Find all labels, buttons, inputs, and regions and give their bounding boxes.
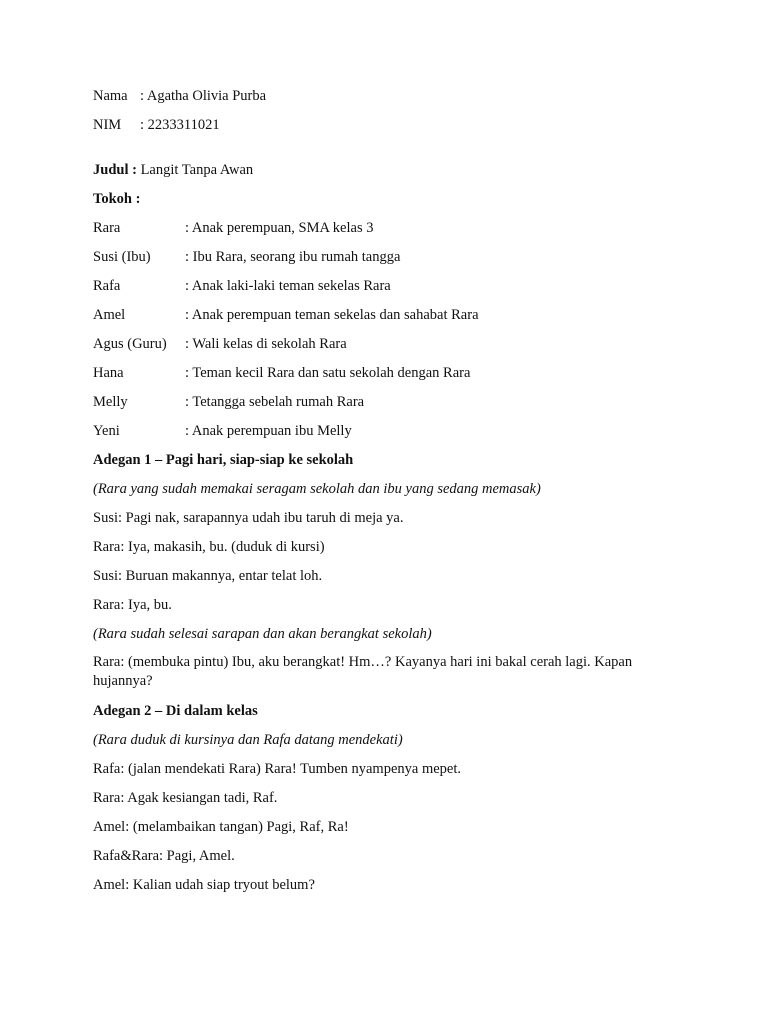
character-name: Rara [93, 220, 121, 236]
scene2-heading: Adegan 2 – Di dalam kelas [93, 703, 258, 719]
nim-row [93, 115, 693, 144]
character-name: Rafa [93, 278, 121, 294]
character-row [93, 276, 693, 305]
character-name: Amel [93, 307, 126, 323]
character-row [93, 421, 693, 450]
dialogue-line: hujannya? [93, 673, 153, 689]
character-desc: : Anak perempuan, SMA kelas 3 [185, 220, 374, 236]
character-row [93, 334, 693, 363]
character-row [93, 218, 693, 247]
dialogue-line: Rara: Agak kesiangan tadi, Raf. [93, 790, 278, 806]
dialogue-line: Amel: Kalian udah siap tryout belum? [93, 877, 315, 893]
dialogue-line: Amel: (melambaikan tangan) Pagi, Raf, Ra! [93, 819, 349, 835]
dialogue-line: Rafa: (jalan mendekati Rara) Rara! Tumben nyampenya mepet. [93, 761, 462, 777]
character-row [93, 363, 693, 392]
character-desc: : Anak perempuan teman sekelas dan sahabat Rara [185, 307, 479, 323]
judul-row [93, 160, 693, 189]
nim-value: : 2233311021 [140, 117, 220, 133]
judul-label: Judul [93, 162, 129, 178]
stage-direction: (Rara yang sudah memakai seragam sekolah dan ibu yang sedang memasak) [93, 481, 541, 497]
dialogue-line: Rafa&Rara: Pagi, Amel. [93, 848, 235, 864]
dialogue-line: Rara: Iya, bu. [93, 597, 172, 613]
judul-value: Langit Tanpa Awan [136, 162, 254, 178]
nim-label: NIM [93, 117, 122, 133]
character-desc: : Ibu Rara, seorang ibu rumah tangga [185, 249, 401, 265]
judul-colon: : [128, 162, 137, 178]
nama-value: : Agatha Olivia Purba [140, 88, 267, 104]
character-name: Hana [93, 365, 124, 381]
tokoh-heading: Tokoh : [93, 191, 141, 207]
dialogue-line: Susi: Pagi nak, sarapannya udah ibu taruh di meja ya. [93, 510, 404, 526]
character-desc: : Tetangga sebelah rumah Rara [185, 394, 365, 410]
character-row [93, 305, 693, 334]
dialogue-line: Rara: (membuka pintu) Ibu, aku berangkat! Hm…? Kayanya hari ini bakal cerah lagi. Kapan [93, 654, 633, 670]
dialogue-line: Rara: Iya, makasih, bu. (duduk di kursi) [93, 539, 325, 555]
character-desc: : Teman kecil Rara dan satu sekolah dengan Rara [185, 365, 471, 381]
spacer [93, 144, 693, 160]
character-name: Yeni [93, 423, 120, 439]
character-desc: : Anak perempuan ibu Melly [185, 423, 352, 439]
nama-label: Nama [93, 88, 128, 104]
character-name: Agus (Guru) [93, 336, 167, 352]
dialogue-paragraph [93, 653, 693, 691]
character-desc: : Anak laki-laki teman sekelas Rara [185, 278, 391, 294]
character-row [93, 247, 693, 276]
character-desc: : Wali kelas di sekolah Rara [185, 336, 347, 352]
document-page [93, 86, 693, 904]
character-name: Melly [93, 394, 128, 410]
scene1-heading: Adegan 1 – Pagi hari, siap-siap ke sekolah [93, 452, 354, 468]
stage-direction: (Rara sudah selesai sarapan dan akan berangkat sekolah) [93, 626, 432, 642]
character-row [93, 392, 693, 421]
nama-row [93, 86, 693, 115]
stage-direction: (Rara duduk di kursinya dan Rafa datang mendekati) [93, 732, 403, 748]
dialogue-line: Susi: Buruan makannya, entar telat loh. [93, 568, 323, 584]
character-name: Susi (Ibu) [93, 249, 151, 265]
